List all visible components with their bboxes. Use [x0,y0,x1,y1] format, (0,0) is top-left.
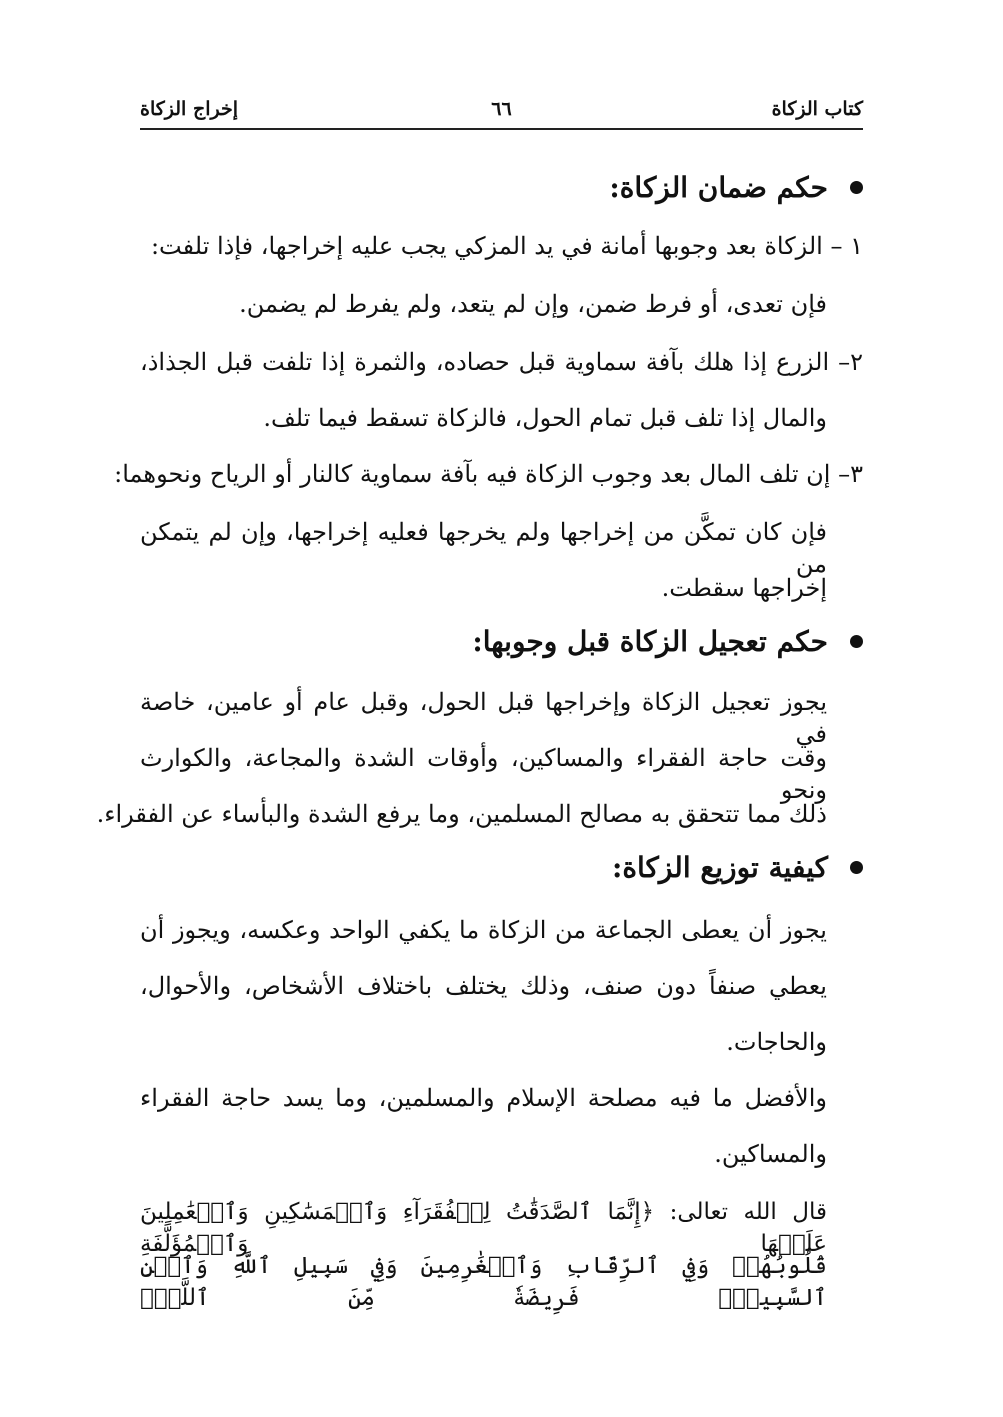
bullet-icon [850,181,863,194]
paragraph-line: إخراجها سقطت. [661,574,827,602]
paragraph-line: فإن تعدى، أو فرط ضمن، وإن لم يتعد، ولم يفرط لم يضمن. [239,290,827,318]
heading-text: حكم تعجيل الزكاة قبل وجوبها: [472,625,828,658]
running-header [140,96,863,130]
paragraph-line: والحاجات. [726,1028,827,1056]
section-heading-guarantee [140,170,863,206]
paragraph-line: والمساكين. [714,1140,827,1168]
bullet-icon [850,861,863,874]
page-number: ٦٦ [491,98,512,120]
book-title: كتاب الزكاة [771,98,863,120]
section-heading-advance [140,624,863,660]
section-heading-distribution [140,850,863,886]
paragraph-line: فإن كان تمكَّن من إخراجها ولم يخرجها فعليه إخراجها، وإن لم يتمكن من [140,518,827,578]
paragraph-line: يعطي صنفاً دون صنف، وذلك يختلف باختلاف الأشخاص، والأحوال، [140,972,827,1000]
quran-verse-line: قُلُوبُهُمۡ وَفِي ٱلرِّقَابِ وَٱلۡغَٰرِمِينَ وَفِي سَبِيلِ ٱللَّهِ وَٱبۡنِ ٱلسَّبِيلِۖ فَرِيضَةٗ مِّنَ ٱللَّهِۗ [140,1253,827,1311]
heading-text: حكم ضمان الزكاة: [609,171,828,204]
quran-verse-line: قال الله تعالى: ﴿إِنَّمَا ٱلصَّدَقَٰتُ لِلۡفُقَرَآءِ وَٱلۡمَسَٰكِينِ وَٱلۡعَٰمِلِينَ عَلَيۡهَا وَٱلۡمُؤَلَّفَةِ [140,1199,827,1257]
bullet-icon [850,635,863,648]
paragraph-line: يجوز تعجيل الزكاة وإخراجها قبل الحول، وقبل عام أو عامين، خاصة في [140,688,827,748]
paragraph-line: والمال إذا تلف قبل تمام الحول، فالزكاة تسقط فيما تلف. [263,404,827,432]
paragraph-line: ذلك مما تتحقق به مصالح المسلمين، وما يرفع الشدة والبأساء عن الفقراء. [96,800,827,828]
paragraph-line: يجوز أن يعطى الجماعة من الزكاة ما يكفي الواحد وعكسه، ويجوز أن [140,916,827,944]
paragraph-line: ٢– الزرع إذا هلك بآفة سماوية قبل حصاده، والثمرة إذا تلفت قبل الجذاذ، [140,348,863,376]
paragraph-line: ٣– إن تلف المال بعد وجوب الزكاة فيه بآفة سماوية كالنار أو الرياح ونحوهما: [114,460,863,488]
paragraph-line: وقت حاجة الفقراء والمساكين، وأوقات الشدة والمجاعة، والكوارث ونحو [140,744,827,804]
paragraph-line: ١ – الزكاة بعد وجوبها أمانة في يد المزكي يجب عليه إخراجها، فإذا تلفت: [150,232,863,260]
chapter-title: إخراج الزكاة [140,98,239,120]
paragraph-line: والأفضل ما فيه مصلحة الإسلام والمسلمين، وما يسد حاجة الفقراء [140,1084,827,1112]
heading-text: كيفية توزيع الزكاة: [611,851,828,884]
